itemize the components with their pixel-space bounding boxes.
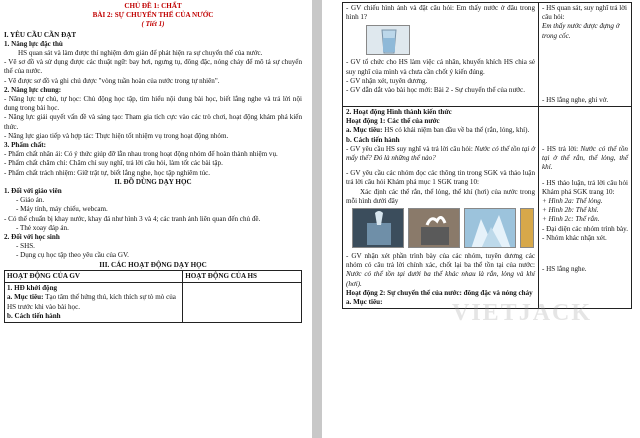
table-header-student: HOẠT ĐỘNG CỦA HS [183, 270, 302, 282]
document-page-left [0, 0, 312, 438]
paragraph: - GV nhận xét phần trình bày của các nhóm, tuyên dương các nhóm có câu trả lời chính xác, chốt lại ba thể tồn tại của nước: [346, 252, 535, 270]
answer-item: + Hình 2c: Thể rắn. [542, 215, 600, 224]
section-activities-title: III. CÁC HOẠT ĐỘNG DẠY HỌC [99, 260, 207, 269]
question-text: Nước có thể tồn tại ở mấy thể? Đó là những thể nào? [346, 144, 535, 163]
paragraph: Em thấy nước được đựng ở trong cốc. [542, 22, 620, 40]
paragraph: - GV yêu cầu HS suy nghĩ và trả lời câu hỏi: [346, 144, 473, 153]
paragraph: HS quan sát và làm được thí nghiệm đơn giản để phát hiện ra sự chuyển thể của nước. [18, 49, 263, 58]
paragraph: - HS lắng nghe. [542, 265, 587, 274]
paragraph: - Nhóm khác nhận xét. [542, 233, 607, 242]
paragraph: - GV yêu cầu các nhóm đọc các thông tin trong SGK và thảo luận trả lời câu hỏi Khám phá mục 1 SGK trang 10: [346, 169, 535, 187]
paragraph: - Năng lực tự chủ, tự học: Chủ động học tập, tìm hiểu nội dung bài học, biết lắng nghe và trả lời nội dung trong bài học. [4, 95, 302, 113]
paragraph: - GV nhận xét, tuyên dương. [346, 76, 428, 85]
activities-table [4, 270, 302, 323]
procedure-label: b. Cách tiến hành [7, 311, 61, 320]
paragraph: - GV tổ chức cho HS làm việc cá nhân, khuyến khích HS chia sẻ suy nghĩ của mình và chưa cần chốt ý kiến đúng. [346, 58, 535, 76]
list-item: - Thẻ xoay đáp án. [16, 223, 69, 232]
procedure-label: b. Cách tiến hành [346, 135, 400, 144]
page-gap [312, 0, 322, 438]
list-item: - Dụng cụ học tập theo yêu cầu của GV. [16, 251, 129, 260]
answer-item: + Hình 2a: Thể lỏng. [542, 197, 603, 206]
subsection-students: 2. Đối với học sinh [4, 233, 60, 242]
paragraph: - Vẽ sơ đồ và sử dụng được các thuật ngữ: bay hơi, ngưng tụ, đông đặc, nóng chảy để mô tả sự chuyển thể của nước. [4, 58, 302, 76]
table-header-teacher: HOẠT ĐỘNG CỦA GV [5, 270, 183, 282]
subsection-specific-competence: 1. Năng lực đặc thù [4, 39, 63, 48]
list-item: - Máy tính, máy chiếu, webcam. [16, 205, 108, 214]
goal-label: a. Mục tiêu: [346, 298, 383, 307]
activity-subtitle: Hoạt động 1: Các thể của nước [346, 117, 440, 126]
subsection-teacher: 1. Đối với giáo viên [4, 187, 62, 196]
activity-title: 1. HĐ khởi động [7, 284, 58, 293]
paragraph: - Phẩm chất nhân ái: Có ý thức giúp đỡ lẫn nhau trong hoạt động nhóm để hoàn thành nhiệm vụ. [4, 150, 278, 159]
list-item: - Giáo án. [16, 196, 45, 205]
lesson-title: BÀI 2: SỰ CHUYỂN THỂ CỦA NƯỚC [92, 11, 214, 20]
water-vapor-image [408, 208, 460, 248]
paragraph: - Năng lực giải quyết vấn đề và sáng tạo: Tham gia tích cực vào các trò chơi, hoạt động khám phá kiến thức. [4, 113, 302, 131]
answer-text: Nước có thể tồn tại ở thể rắn, thể lỏng, thể khí. [542, 145, 628, 172]
section-requirements-title: I. YÊU CẦU CẦN ĐẠT [4, 30, 77, 39]
partial-image [520, 208, 534, 248]
topic-heading: CHỦ ĐỀ 1: CHẤT [124, 2, 182, 10]
paragraph: Xác định các thể rắn, thể lỏng, thể khí (hơi) của nước trong mỗi hình dưới đây [346, 187, 535, 205]
watermark: VIETJACK [452, 300, 593, 326]
goal-text: Tạo tâm thế hứng thú, kích thích sự tò mò của HS trước khi vào bài học. [7, 293, 176, 311]
table-cell [539, 3, 632, 107]
paragraph: - HS lắng nghe, ghi vở. [542, 95, 609, 104]
activity-subtitle: Hoạt động 2: Sự chuyển thể của nước: đông đặc và nóng chảy [346, 288, 533, 297]
paragraph: - Có thể chuẩn bị khay nước, khay đá như hình 3 và 4; các tranh ảnh liên quan đến chủ đề. [4, 214, 261, 223]
section-materials-title: II. ĐỒ DÙNG DẠY HỌC [114, 177, 192, 186]
paragraph: - Phẩm chất chăm chỉ: Chăm chỉ suy nghĩ, trả lời câu hỏi, làm tốt các bài tập. [4, 159, 223, 168]
answer-item: + Hình 2b: Thể khí. [542, 206, 599, 215]
paragraph: - Đại diện các nhóm trình bày. [542, 224, 629, 233]
table-cell [183, 283, 302, 323]
table-cell [5, 283, 183, 323]
water-states-images [352, 208, 535, 248]
page-left-content [4, 2, 302, 323]
subsection-general-competence: 2. Năng lực chung: [4, 85, 62, 94]
goal-label: a. Mục tiêu: [346, 126, 383, 135]
glass-of-water-image [366, 25, 410, 55]
period-label: ( Tiết 1) [141, 20, 165, 29]
paragraph: - HS thảo luận, trả lời câu hỏi Khám phá SGK trang 10: [542, 178, 628, 196]
paragraph: - HS trả lời: [542, 145, 579, 154]
table-row [343, 3, 632, 107]
activities-table-continued [342, 2, 632, 309]
water-ice-image [464, 208, 516, 248]
document-page-right [322, 0, 640, 438]
paragraph: - GV chiếu hình ảnh và đặt câu hỏi: Em thấy nước ở đâu trong hình 1? [346, 4, 535, 22]
paragraph: - Phẩm chất trách nhiệm: Giữ trật tự, biết lắng nghe, học tập nghiêm túc. [4, 168, 211, 177]
water-liquid-image [352, 208, 404, 248]
table-row [343, 107, 632, 309]
paragraph: - Vẽ được sơ đồ và ghi chú được "vòng tuần hoàn của nước trong tự nhiên". [4, 76, 220, 85]
activity-title: 2. Hoạt động Hình thành kiến thức [346, 108, 452, 117]
list-item: - SHS. [16, 242, 35, 251]
goal-label: a. Mục tiêu: [7, 293, 44, 302]
goal-text: HS có khái niệm ban đầu về ba thể (rắn, lỏng, khí). [384, 126, 530, 135]
paragraph: - Năng lực giao tiếp và hợp tác: Thực hiện tốt nhiệm vụ trong hoạt động nhóm. [4, 131, 229, 140]
table-cell [539, 107, 632, 309]
conclusion-text: Nước có thể tồn tại dưới ba thể khác nhau là rắn, lỏng và khí (hơi). [346, 270, 535, 288]
paragraph: - HS quan sát, suy nghĩ trả lời câu hỏi: [542, 4, 627, 22]
table-cell [343, 3, 539, 107]
paragraph: - GV dẫn dắt vào bài học mới: Bài 2 - Sự chuyển thể của nước. [346, 86, 525, 95]
table-cell [343, 107, 539, 309]
subsection-qualities: 3. Phẩm chất: [4, 141, 46, 150]
